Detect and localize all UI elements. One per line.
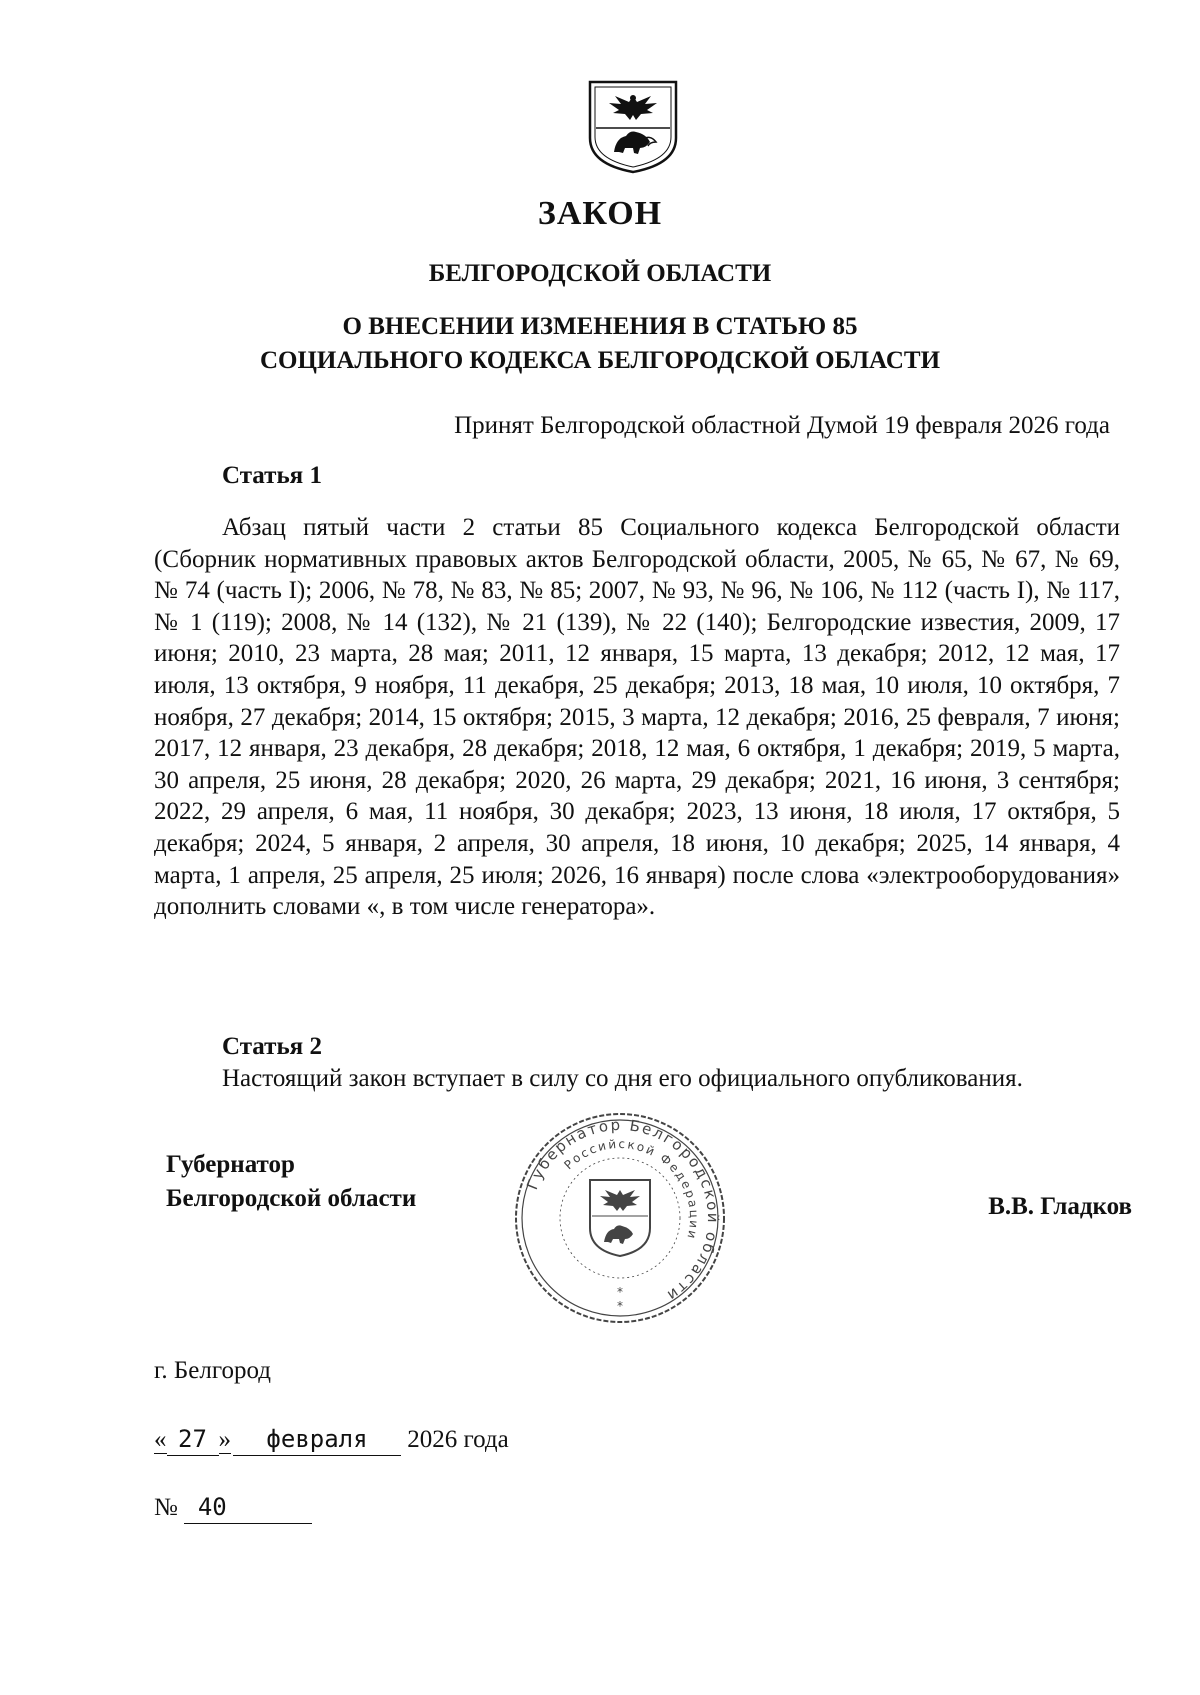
date-quote-open: «	[154, 1426, 167, 1453]
official-seal	[512, 1110, 728, 1326]
signatory-name: В.В. Гладков	[988, 1193, 1132, 1220]
article-2-heading: Статья 2	[222, 1033, 322, 1060]
document-region: БЕЛГОРОДСКОЙ ОБЛАСТИ	[428, 260, 772, 287]
date-month: февраля	[233, 1423, 401, 1456]
date-year: 2026 года	[407, 1426, 509, 1453]
article-1-text: Абзац пятый части 2 статьи 85 Социального кодекса Белгородской области (Сборник нормативных правовых актов Белгородской области, 2005, № 65, № 67, № 69, № 74 (часть I); 2006, № 78, № 83, № 85; 2007, № 93, № 96, № 106, № 112 (часть I), № 117, № 1 (119); 2008, № 14 (132), № 21 (139), № 22 (140); Белгородские известия, 2009, 17 июня; 2010, 23 марта, 28 мая; 2011, 12 января, 15 марта, 13 декабря; 2012, 12 мая, 17 июля, 13 октября, 9 ноября, 11 декабря, 25 декабря; 2013, 18 мая, 10 июля, 10 октября, 7 ноября, 27 декабря; 2014, 15 октября; 2015, 3 марта, 12 декабря; 2016, 25 февраля, 7 июня; 2017, 12 января, 23 декабря, 28 декабря; 2018, 12 мая, 6 октября, 1 декабря; 2019, 5 марта, 30 апреля, 25 июня, 28 декабря; 2020, 26 марта, 29 декабря; 2021, 16 июня, 3 сентября; 2022, 29 апреля, 6 мая, 11 ноября, 30 декабря; 2023, 13 июня, 18 июля, 17 октября, 5 декабря; 2024, 5 января, 2 апреля, 30 апреля, 18 июня, 10 декабря; 2025, 14 января, 4 марта, 1 апреля, 25 апреля, 25 июля; 2026, 16 января) после слова «электрооборудования» дополнить словами «, в том числе генератора».	[154, 514, 1120, 921]
seal-inner-text: Российской Федерации	[561, 1136, 702, 1242]
law-number-value: 40	[184, 1491, 312, 1524]
svg-text:*: *	[617, 1285, 623, 1299]
signatory-title-line-1: Губернатор	[166, 1151, 295, 1178]
document-title-line-1: О ВНЕСЕНИИ ИЗМЕНЕНИЯ В СТАТЬЮ 85	[342, 313, 858, 340]
svg-text:*: *	[617, 1299, 623, 1313]
coat-of-arms-icon	[586, 78, 680, 174]
document-title	[0, 310, 1200, 378]
signing-date	[154, 1423, 509, 1456]
adoption-note: Принят Белгородской областной Думой 19 февраля 2026 года	[454, 412, 1110, 439]
date-day: 27	[167, 1423, 219, 1456]
signing-place: г. Белгород	[154, 1357, 271, 1384]
signatory-title	[166, 1148, 416, 1216]
law-number-prefix: №	[154, 1494, 178, 1521]
seal-emblem-icon	[590, 1180, 650, 1256]
document-title-line-2: СОЦИАЛЬНОГО КОДЕКСА БЕЛГОРОДСКОЙ ОБЛАСТИ	[259, 347, 941, 374]
date-quote-close: »	[218, 1426, 231, 1453]
signatory-title-line-2: Белгородской области	[166, 1185, 417, 1212]
article-1-heading: Статья 1	[222, 462, 322, 489]
article-2-text: Настоящий закон вступает в силу со дня его официального опубликования.	[222, 1065, 1023, 1092]
seal-outer-text: Губернатор Белгородской области	[523, 1115, 723, 1306]
document-type: ЗАКОН	[537, 195, 663, 232]
law-number	[154, 1491, 312, 1524]
